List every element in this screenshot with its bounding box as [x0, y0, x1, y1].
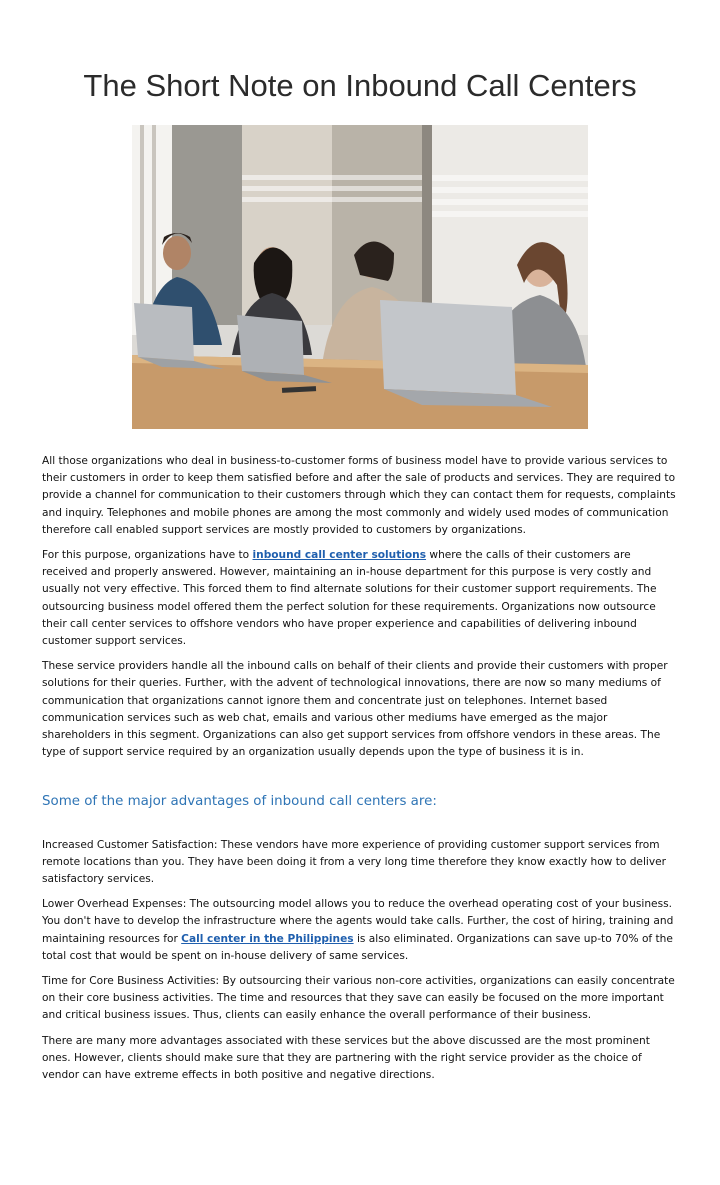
paragraph: These service providers handle all the inbound calls on behalf of their clients and provide their customers with proper solutions for their queries. Further, with the advent of technological innovations, there are now so many mediums of communication that organizations cannot ignore them and concentrate just on telephones. Internet based communication services such as web chat, emails and various other mediums have emerged as the major shareholders in this segment. Organizations can also get support services from offshore vendors in these areas. The type of support service required by an organization usually depends upon the type of business it is in.: [42, 660, 668, 759]
paragraph: Lower Overhead Expenses: The outsourcing model allows you to reduce the overhead operating cost of your business. You don't have to develop the infrastructure where the agents would take calls. Further, the cost of hiring, training and maintaining resources for Call center in the Philippines is also eliminated. Organizations can save up-to 70% of the total cost that would be spent on in-house delivery of same services.: [42, 898, 674, 962]
inbound-solutions-link[interactable]: inbound call center solutions: [252, 549, 427, 562]
section-heading: Some of the major advantages of inbound call centers are:: [42, 794, 437, 810]
paragraph: There are many more advantages associated with these services but the above discussed are the most prominent ones. However, clients should make sure that they are partnering with the right service provider as the choice of vendor can have extreme effects in both positive and negative directions.: [42, 1034, 650, 1082]
article-body: [42, 453, 678, 1092]
paragraph: For this purpose, organizations have to inbound call center solutions where the calls of their customers are received and properly answered. However, maintaining an in-house department for this purpose is very costly and usually not very effective. This forced them to find alternate solutions for their customer support requirements. The outsourcing business model offered them the perfect solution for these requirements. Organizations now outsource their call center services to offshore vendors who have proper experience and capabilities of delivering inbound customer support services.: [42, 549, 657, 648]
paragraph: All those organizations who deal in business-to-customer forms of business model have to provide various services to their customers in order to keep them satisfied before and after the sale of products and services. They are required to provide a channel for communication to their customers through which they can contact them for requests, complaints and inquiry. Telephones and mobile phones are among the most commonly and widely used modes of communication therefore call enabled support services are mostly provided to customers by organizations.: [42, 455, 676, 536]
paragraph: Time for Core Business Activities: By outsourcing their various non-core activities, organizations can easily concentrate on their core business activities. The time and resources that they save can easily be focused on the more important and critical business issues. Thus, clients can easily enhance the overall performance of their business.: [42, 975, 675, 1022]
call-center-philippines-link[interactable]: Call center in the Philippines: [181, 932, 354, 945]
call-center-agents-photo: [132, 125, 588, 429]
page-title: The Short Note on Inbound Call Centers: [83, 68, 637, 103]
paragraph: Increased Customer Satisfaction: These vendors have more experience of providing customer support services from remote locations than you. They have been doing it from a very long time therefore they know exactly how to deliver satisfactory services.: [42, 838, 666, 886]
